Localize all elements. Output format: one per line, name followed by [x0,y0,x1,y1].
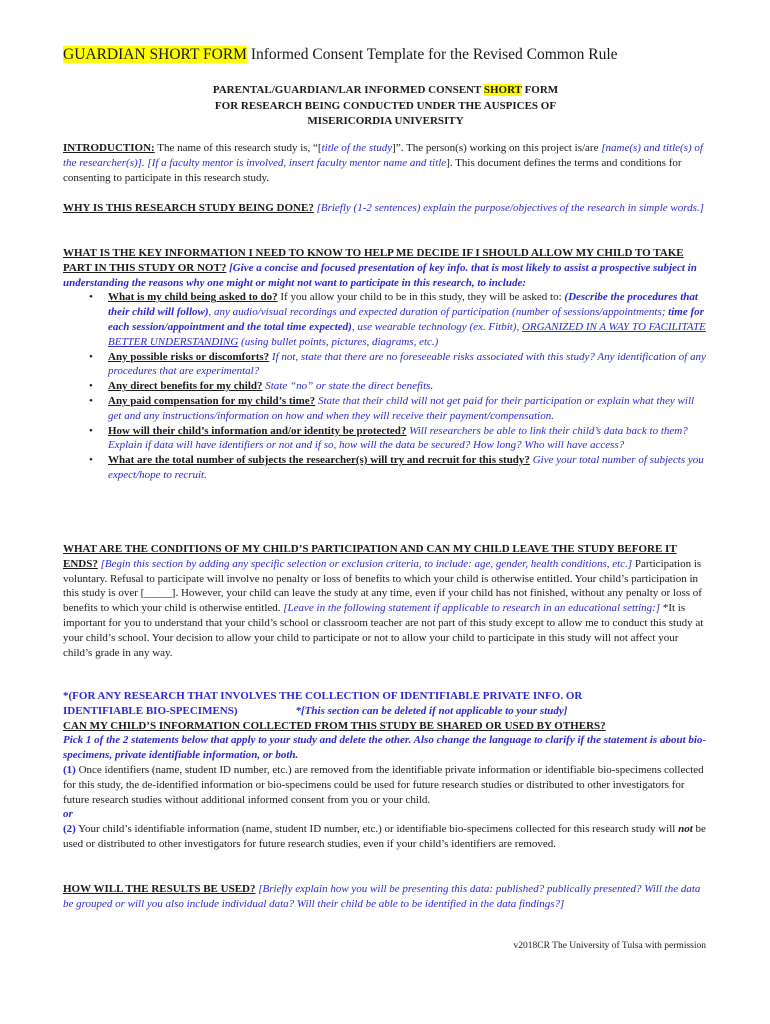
why-label: WHY IS THIS RESEARCH STUDY BEING DONE? [63,202,314,214]
introduction-section: INTRODUCTION: The name of this research study is, “[title of the study]”. The person(s) working on this project is/are [name(s) and title(s) of the researcher(s)]. [If a faculty mentor is involved, insert faculty mentor name and title]. This document defines the terms and conditions for consenting to participate in this research study. [63,142,703,184]
document-title [63,45,618,65]
conditions-section: WHAT ARE THE CONDITIONS OF MY CHILD’S PARTICIPATION AND CAN MY CHILD LEAVE THE STUDY BEFORE IT ENDS? [Begin this section by adding any specific selection or exclusion criteria, to include: age, gender, health conditions, etc.] Participation is voluntary. Refusal to participate will involve no penalty or loss of benefits to which your child is otherwise entitled. Your child’s participation in this study is over [_____]. However, your child can leave the study at any time, even if your child has not finished, without any penalty or loss of benefits to which your child is otherwise entitled. [Leave in the following statement if applicable to research in an educational setting:] *It is important for you to understand that your child’s school or classroom teacher are not part of this study except to allow me to conduct this study at your child’s school. Your decision to allow your child to participate or not to allow your child to participate in this study will not affect your child’s grade in any way. [63,543,704,659]
title-highlight: GUARDIAN SHORT FORM [63,46,247,63]
list-item: • Any direct benefits for my child? State “no” or state the direct benefits. [89,380,434,393]
short-highlight: SHORT [483,84,522,96]
introduction-label: INTRODUCTION: [63,142,155,154]
results-section: HOW WILL THE RESULTS BE USED? [Briefly explain how you will be presenting this data: published? publically presented? Will the data be grouped or will you also include individual data? Will their child be able to be identified in the data findings?] [63,883,701,910]
title-rest: Informed Consent Template for the Revised Common Rule [246,46,618,63]
list-item: • How will their child’s information and/or identity be protected? Will researchers be able to link their child’s data back to them? Explain if data will have identifiers or not and if so, how will the data be secured? How long? Who will have access? [89,424,688,452]
form-heading-line-2: FOR RESEARCH BEING CONDUCTED UNDER THE AUSPICES OF [214,99,557,112]
identifiable-label: CAN MY CHILD’S INFORMATION COLLECTED FROM THIS STUDY BE SHARED OR USED BY OTHERS? [63,719,606,732]
key-information-intro: WHAT IS THE KEY INFORMATION I NEED TO KNOW TO HELP ME DECIDE IF I SHOULD ALLOW MY CHILD TO TAKE PART IN THIS STUDY OR NOT? [Give a concise and focused presentation of key info. that is most likely to assist a prospective subject in understanding the reasons why one might or might not want to participate in this research, to include: [63,247,697,289]
identifiable-instructions: Pick 1 of the 2 statements below that apply to your study and delete the other. Also change the language to clarify if the statement is about bio-specimens, private identifiable information, or both. [63,734,707,762]
page-footer: v2018CR The University of Tulsa with permission [513,941,706,951]
key-information-section [63,246,708,483]
or-separator: or [63,808,73,821]
identifiable-heading-1: *(FOR ANY RESEARCH THAT INVOLVES THE COLLECTION OF IDENTIFIABLE PRIVATE INFO. OR [63,690,583,702]
list-item: • What is my child being asked to do? If you allow your child to be in this study, they will be asked to: (Describe the procedures that their child will follow), any audio/visual recordings and expected duration of participation (number of sessions/appointments; time for each session/appointment and the total time expected), use wearable technology (ex. Fitbit), ORGANIZED IN A WAY TO FACILITATE BETTER UNDERSTANDING (using bullet points, pictures, diagrams, etc.) [89,291,706,348]
key-information-list [63,290,708,482]
option-2: (2) Your child’s identifiable information (name, student ID number, etc.) or identifiable bio-specimens collected for this research study will not be used or distributed to other investigators for future research studies, even if your child’s identifiers are removed. [63,823,706,850]
form-heading-line-3: MISERICORDIA UNIVERSITY [307,115,464,127]
key-information-label: WHAT IS THE KEY INFORMATION I NEED TO KNOW TO HELP ME DECIDE IF I SHOULD ALLOW MY CHILD TO TAKE PART IN THIS STUDY OR NOT? [63,247,684,274]
identifiable-info-section [63,689,708,852]
option-1: (1) Once identifiers (name, student ID number, etc.) are removed from the identifiable private information or identifiable bio-specimens collected for this study, the de-identified information or bio-specimens could be used for future research studies or distributed to other investigators for future research studies without additional informed consent from you or your child. [63,763,704,806]
list-item: • Any paid compensation for my child’s time? State that their child will not get paid for their participation or explain what they will get and any instructions/information on how and when they will receive their payment/compensation. [89,394,695,422]
list-item: • What are the total number of subjects the researcher(s) will try and recruit for this study? Give your total number of subjects you expect/hope to recruit. [89,454,704,481]
conditions-label: WHAT ARE THE CONDITIONS OF MY CHILD’S PARTICIPATION AND CAN MY CHILD LEAVE THE STUDY BEFORE IT ENDS? [63,543,677,570]
results-label: HOW WILL THE RESULTS BE USED? [63,883,256,895]
form-heading-line-1: PARENTAL/GUARDIAN/LAR INFORMED CONSENT SHORT FORM [212,84,559,96]
identifiable-heading-2: IDENTIFIABLE BIO-SPECIMENS) *[This section can be deleted if not applicable to your study] [63,704,568,717]
list-item: • Any possible risks or discomforts? If not, state that there are no foreseeable risks associated with this study? Any identification of any procedures that are experimental? [89,350,706,378]
why-section: WHY IS THIS RESEARCH STUDY BEING DONE? [Briefly (1-2 sentences) explain the purpose/objectives of the research in simple words.] [63,202,704,214]
form-heading [63,83,708,130]
